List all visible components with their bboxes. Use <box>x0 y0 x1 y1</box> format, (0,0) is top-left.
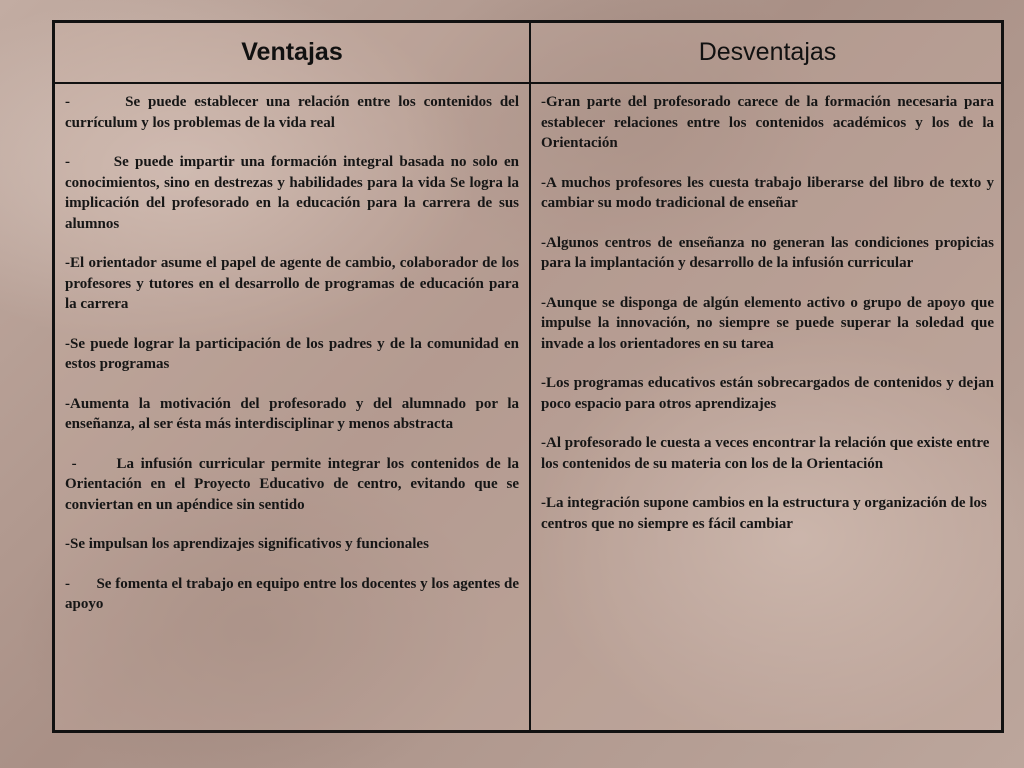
desventajas-cell <box>531 84 1004 730</box>
ventaja-item: - Se puede establecer una relación entre los contenidos del currículum y los problemas de la vida real <box>65 94 523 131</box>
desventaja-item: -Aunque se disponga de algún elemento activo o grupo de apoyo que impulse la innovación, no siempre se puede superar la soledad que invade a los orientadores en su tarea <box>541 294 994 352</box>
header-desventajas: Desventajas <box>698 38 837 66</box>
desventaja-item: -A muchos profesores les cuesta trabajo liberarse del libro de texto y cambiar su modo tradicional de enseñar <box>541 174 994 211</box>
header-ventajas: Ventajas <box>241 38 343 66</box>
ventaja-item: -Se puede lograr la participación de los padres y de la comunidad en estos programas <box>65 335 519 372</box>
ventaja-item: - Se fomenta el trabajo en equipo entre los docentes y los agentes de apoyo <box>65 575 523 612</box>
desventaja-item: -Gran parte del profesorado carece de la formación necesaria para establecer relaciones entre los contenidos académicos y los de la Orientación <box>541 94 994 151</box>
ventaja-item: -Se impulsan los aprendizajes significativos y funcionales <box>65 536 429 552</box>
ventaja-item: - Se puede impartir una formación integral basada no solo en conocimientos, sino en destrezas y habilidades para la vida Se logra la implicación del profesorado en la educación para la carrera de sus alumnos <box>65 154 523 232</box>
desventaja-item: -Algunos centros de enseñanza no generan las condiciones propicias para la implantación y desarrollo de la infusión curricular <box>541 234 994 271</box>
ventaja-item: -El orientador asume el papel de agente de cambio, colaborador de los profesores y tutores en el desarrollo de programas de educación para la carrera <box>65 255 519 312</box>
comparison-table <box>52 20 1004 733</box>
ventaja-item: - La infusión curricular permite integrar los contenidos de la Orientación en el Proyecto Educativo de centro, evitando que se conviertan en un apéndice sin sentido <box>65 455 523 513</box>
desventaja-item: -La integración supone cambios en la estructura y organización de los centros que no siempre es fácil cambiar <box>541 495 987 532</box>
ventajas-cell <box>55 84 529 730</box>
ventaja-item: -Aumenta la motivación del profesorado y del alumnado por la enseñanza, al ser ésta más interdisciplinar y menos abstracta <box>65 395 519 432</box>
desventaja-item: -Al profesorado le cuesta a veces encontrar la relación que existe entre los contenidos de su materia con los de la Orientación <box>541 435 990 472</box>
desventaja-item: -Los programas educativos están sobrecargados de contenidos y dejan poco espacio para otros aprendizajes <box>541 375 994 412</box>
